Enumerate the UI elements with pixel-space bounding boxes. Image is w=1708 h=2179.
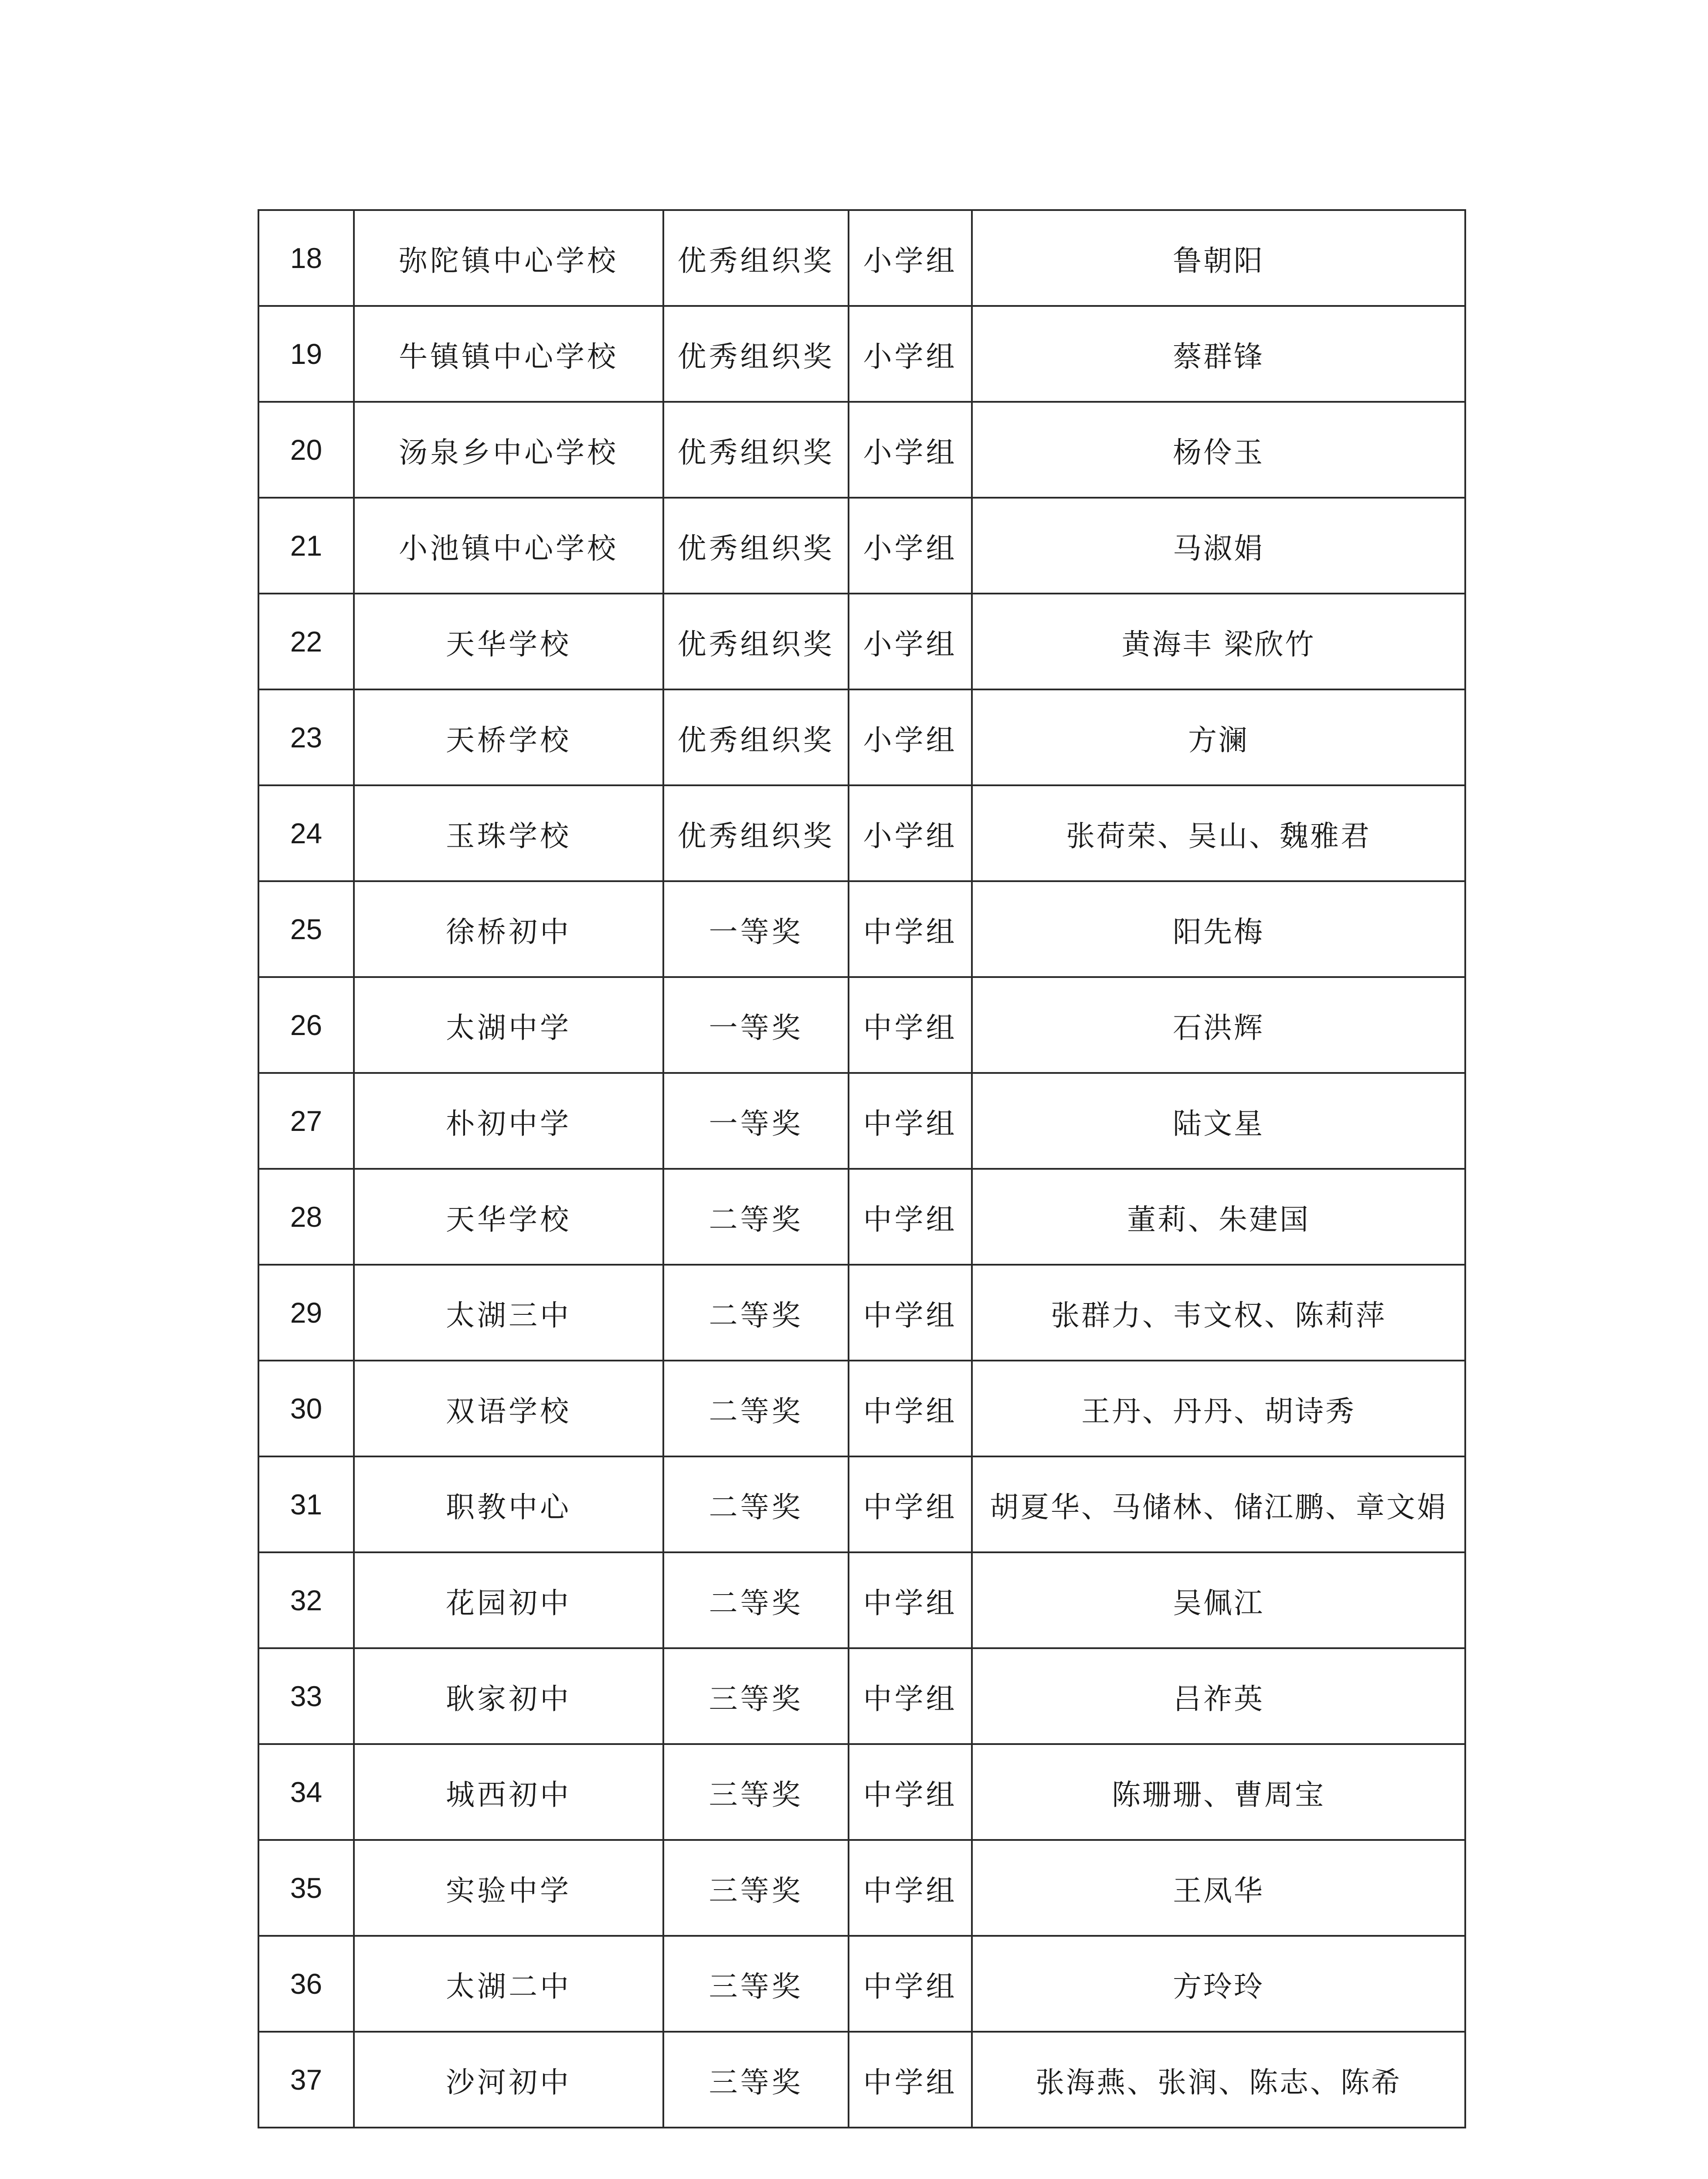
- award-level-cell: 优秀组织奖: [663, 210, 849, 306]
- group-cell: 中学组: [849, 1169, 972, 1265]
- teacher-names-cell: 张荷荣、吴山、魏雅君: [972, 785, 1465, 881]
- school-name-cell: 小池镇中心学校: [354, 498, 663, 594]
- teacher-names-cell: 杨伶玉: [972, 402, 1465, 498]
- row-number-cell: 32: [258, 1552, 354, 1648]
- table-row: [258, 1552, 1465, 1648]
- award-level-cell: 三等奖: [663, 2032, 849, 2128]
- award-level-cell: 二等奖: [663, 1552, 849, 1648]
- school-name-cell: 花园初中: [354, 1552, 663, 1648]
- group-cell: 小学组: [849, 498, 972, 594]
- award-level-cell: 优秀组织奖: [663, 689, 849, 785]
- teacher-names-cell: 阳先梅: [972, 881, 1465, 977]
- group-cell: 小学组: [849, 785, 972, 881]
- award-level-cell: 三等奖: [663, 1648, 849, 1744]
- table-row: [258, 402, 1465, 498]
- table-row: [258, 1840, 1465, 1936]
- school-name-cell: 太湖三中: [354, 1265, 663, 1361]
- award-level-cell: 二等奖: [663, 1361, 849, 1456]
- table-row: [258, 306, 1465, 402]
- teacher-names-cell: 陆文星: [972, 1073, 1465, 1169]
- award-level-cell: 二等奖: [663, 1265, 849, 1361]
- row-number-cell: 34: [258, 1744, 354, 1840]
- teacher-names-cell: 马淑娟: [972, 498, 1465, 594]
- school-name-cell: 耿家初中: [354, 1648, 663, 1744]
- award-level-cell: 一等奖: [663, 977, 849, 1073]
- teacher-names-cell: 董莉、朱建国: [972, 1169, 1465, 1265]
- award-table: [258, 209, 1466, 2128]
- school-name-cell: 玉珠学校: [354, 785, 663, 881]
- table-row: [258, 977, 1465, 1073]
- table-row: [258, 1361, 1465, 1456]
- school-name-cell: 徐桥初中: [354, 881, 663, 977]
- school-name-cell: 弥陀镇中心学校: [354, 210, 663, 306]
- row-number-cell: 35: [258, 1840, 354, 1936]
- teacher-names-cell: 蔡群锋: [972, 306, 1465, 402]
- group-cell: 中学组: [849, 1265, 972, 1361]
- group-cell: 中学组: [849, 2032, 972, 2128]
- group-cell: 小学组: [849, 210, 972, 306]
- award-level-cell: 三等奖: [663, 1744, 849, 1840]
- school-name-cell: 天华学校: [354, 594, 663, 689]
- school-name-cell: 天华学校: [354, 1169, 663, 1265]
- row-number-cell: 31: [258, 1456, 354, 1552]
- school-name-cell: 太湖二中: [354, 1936, 663, 2032]
- teacher-names-cell: 吕祚英: [972, 1648, 1465, 1744]
- teacher-names-cell: 张海燕、张润、陈志、陈希: [972, 2032, 1465, 2128]
- award-table-body: [258, 210, 1465, 2128]
- group-cell: 中学组: [849, 1073, 972, 1169]
- table-row: [258, 1648, 1465, 1744]
- award-level-cell: 优秀组织奖: [663, 498, 849, 594]
- row-number-cell: 26: [258, 977, 354, 1073]
- table-row: [258, 785, 1465, 881]
- teacher-names-cell: 王丹、丹丹、胡诗秀: [972, 1361, 1465, 1456]
- teacher-names-cell: 方澜: [972, 689, 1465, 785]
- school-name-cell: 沙河初中: [354, 2032, 663, 2128]
- row-number-cell: 30: [258, 1361, 354, 1456]
- row-number-cell: 36: [258, 1936, 354, 2032]
- teacher-names-cell: 黄海丰 梁欣竹: [972, 594, 1465, 689]
- row-number-cell: 20: [258, 402, 354, 498]
- school-name-cell: 双语学校: [354, 1361, 663, 1456]
- table-row: [258, 1169, 1465, 1265]
- row-number-cell: 37: [258, 2032, 354, 2128]
- group-cell: 小学组: [849, 689, 972, 785]
- group-cell: 中学组: [849, 1552, 972, 1648]
- teacher-names-cell: 鲁朝阳: [972, 210, 1465, 306]
- table-row: [258, 689, 1465, 785]
- group-cell: 中学组: [849, 881, 972, 977]
- school-name-cell: 天桥学校: [354, 689, 663, 785]
- row-number-cell: 33: [258, 1648, 354, 1744]
- row-number-cell: 19: [258, 306, 354, 402]
- group-cell: 中学组: [849, 1936, 972, 2032]
- group-cell: 中学组: [849, 1840, 972, 1936]
- row-number-cell: 28: [258, 1169, 354, 1265]
- group-cell: 小学组: [849, 594, 972, 689]
- teacher-names-cell: 陈珊珊、曹周宝: [972, 1744, 1465, 1840]
- school-name-cell: 城西初中: [354, 1744, 663, 1840]
- group-cell: 小学组: [849, 306, 972, 402]
- group-cell: 中学组: [849, 1648, 972, 1744]
- table-row: [258, 594, 1465, 689]
- table-row: [258, 1456, 1465, 1552]
- table-row: [258, 1073, 1465, 1169]
- school-name-cell: 职教中心: [354, 1456, 663, 1552]
- award-level-cell: 三等奖: [663, 1936, 849, 2032]
- row-number-cell: 27: [258, 1073, 354, 1169]
- row-number-cell: 22: [258, 594, 354, 689]
- award-level-cell: 优秀组织奖: [663, 594, 849, 689]
- school-name-cell: 实验中学: [354, 1840, 663, 1936]
- award-level-cell: 优秀组织奖: [663, 402, 849, 498]
- teacher-names-cell: 胡夏华、马储林、储江鹏、章文娟: [972, 1456, 1465, 1552]
- school-name-cell: 汤泉乡中心学校: [354, 402, 663, 498]
- award-level-cell: 一等奖: [663, 1073, 849, 1169]
- award-level-cell: 三等奖: [663, 1840, 849, 1936]
- table-row: [258, 1744, 1465, 1840]
- group-cell: 小学组: [849, 402, 972, 498]
- row-number-cell: 29: [258, 1265, 354, 1361]
- teacher-names-cell: 石洪辉: [972, 977, 1465, 1073]
- teacher-names-cell: 吴佩江: [972, 1552, 1465, 1648]
- table-row: [258, 881, 1465, 977]
- group-cell: 中学组: [849, 1361, 972, 1456]
- table-row: [258, 1936, 1465, 2032]
- group-cell: 中学组: [849, 1456, 972, 1552]
- award-level-cell: 一等奖: [663, 881, 849, 977]
- teacher-names-cell: 方玲玲: [972, 1936, 1465, 2032]
- award-level-cell: 二等奖: [663, 1169, 849, 1265]
- table-row: [258, 498, 1465, 594]
- row-number-cell: 23: [258, 689, 354, 785]
- group-cell: 中学组: [849, 977, 972, 1073]
- table-row: [258, 1265, 1465, 1361]
- award-level-cell: 优秀组织奖: [663, 785, 849, 881]
- row-number-cell: 25: [258, 881, 354, 977]
- row-number-cell: 18: [258, 210, 354, 306]
- row-number-cell: 24: [258, 785, 354, 881]
- row-number-cell: 21: [258, 498, 354, 594]
- teacher-names-cell: 王凤华: [972, 1840, 1465, 1936]
- award-level-cell: 二等奖: [663, 1456, 849, 1552]
- school-name-cell: 朴初中学: [354, 1073, 663, 1169]
- table-row: [258, 2032, 1465, 2128]
- school-name-cell: 太湖中学: [354, 977, 663, 1073]
- group-cell: 中学组: [849, 1744, 972, 1840]
- award-level-cell: 优秀组织奖: [663, 306, 849, 402]
- teacher-names-cell: 张群力、韦文权、陈莉萍: [972, 1265, 1465, 1361]
- school-name-cell: 牛镇镇中心学校: [354, 306, 663, 402]
- table-row: [258, 210, 1465, 306]
